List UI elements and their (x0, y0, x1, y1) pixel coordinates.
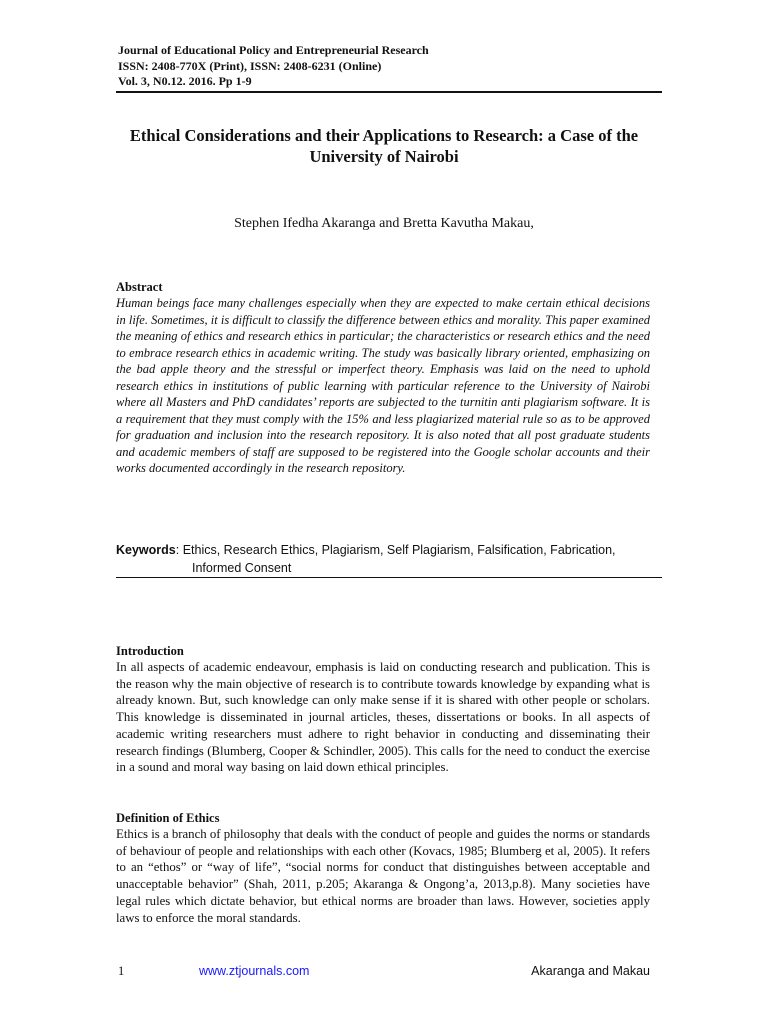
article-authors: Stephen Ifedha Akaranga and Bretta Kavutha Makau, (234, 216, 534, 231)
journal-name: Journal of Educational Policy and Entrepreneurial Research (118, 43, 429, 57)
keywords (116, 541, 650, 577)
introduction-text: In all aspects of academic endeavour, emphasis is laid on conducting research and publication. This is the reason why the main objective of research is to contribute towards knowledge by expanding what is already known. But, such knowledge can only make sense if it is shared with other people or scholars. This knowledge is disseminated in journal articles, theses, dissertations or books. In all aspects of academic writing researchers must adhere to right behavior in conducting and disseminating their research findings (Blumberg, Cooper & Schindler, 2005). This calls for the need to conduct the exercise in a sound and moral way basing on laid down ethical principles. (116, 660, 650, 775)
journal-issn: ISSN: 2408-770X (Print), ISSN: 2408-6231 (Online) (118, 58, 382, 73)
page-number: 1 (118, 964, 125, 978)
header-rule (116, 91, 662, 93)
journal-volume: Vol. 3, N0.12. 2016. Pp 1-9 (118, 74, 252, 88)
journal-header (118, 43, 662, 90)
definition-text: Ethics is a branch of philosophy that deals with the conduct of people and guides the norms or standards of behaviour of people and relationships with each other (Kovacs, 1985; Blumberg et al, 2005). It refers to an “ethos” or “way of life”, “social norms for conduct that distinguishes between acceptable and unacceptable behavior” (Shah, 2011, p.205; Akaranga & Ongong’a, 2013,p.8). Many societies have legal rules which dictate behavior, but ethical norms are broader than laws. However, societies apply laws to enforce the moral standards. (116, 827, 650, 925)
running-authors: Akaranga and Makau (531, 964, 650, 978)
keywords-line-1: : Ethics, Research Ethics, Plagiarism, Self Plagiarism, Falsification, Fabrication, (175, 543, 616, 557)
article-title: Ethical Considerations and their Applications to Research: a Case of the University of Nairobi (129, 126, 639, 166)
keywords-rule (116, 577, 662, 578)
abstract-text: Human beings face many challenges especially when they are expected to make certain ethical decisions in life. Sometimes, it is difficult to classify the difference between ethics and morality. This paper examined the meaning of ethics and research ethics in particular; the characteristics or research ethics and the need to embrace research ethics in academic writing. The study was basically library oriented, emphasizing on the bad apple theory and the stressful or imperfect theory. Emphasis was laid on the need to uphold research ethics in institutions of public learning with particular reference to the University of Nairobi where all Masters and PhD candidates’ reports are subjected to the turnitin anti plagiarism software. It is a requirement that they must comply with the 15% and less plagiarized material rule so as to be approved for graduation and inclusion into the research repository. It is also noted that all post graduate students and academic members of staff are supposed to be registered into the Google scholar accounts and their works documented accordingly in the research repository. (116, 296, 650, 476)
keywords-line-2: Informed Consent (192, 561, 292, 575)
abstract-heading: Abstract (116, 280, 163, 294)
definition-heading: Definition of Ethics (116, 811, 220, 825)
keywords-label: Keywords (116, 543, 176, 557)
introduction-heading: Introduction (116, 644, 184, 658)
journal-website-link[interactable]: www.ztjournals.com (199, 964, 310, 978)
